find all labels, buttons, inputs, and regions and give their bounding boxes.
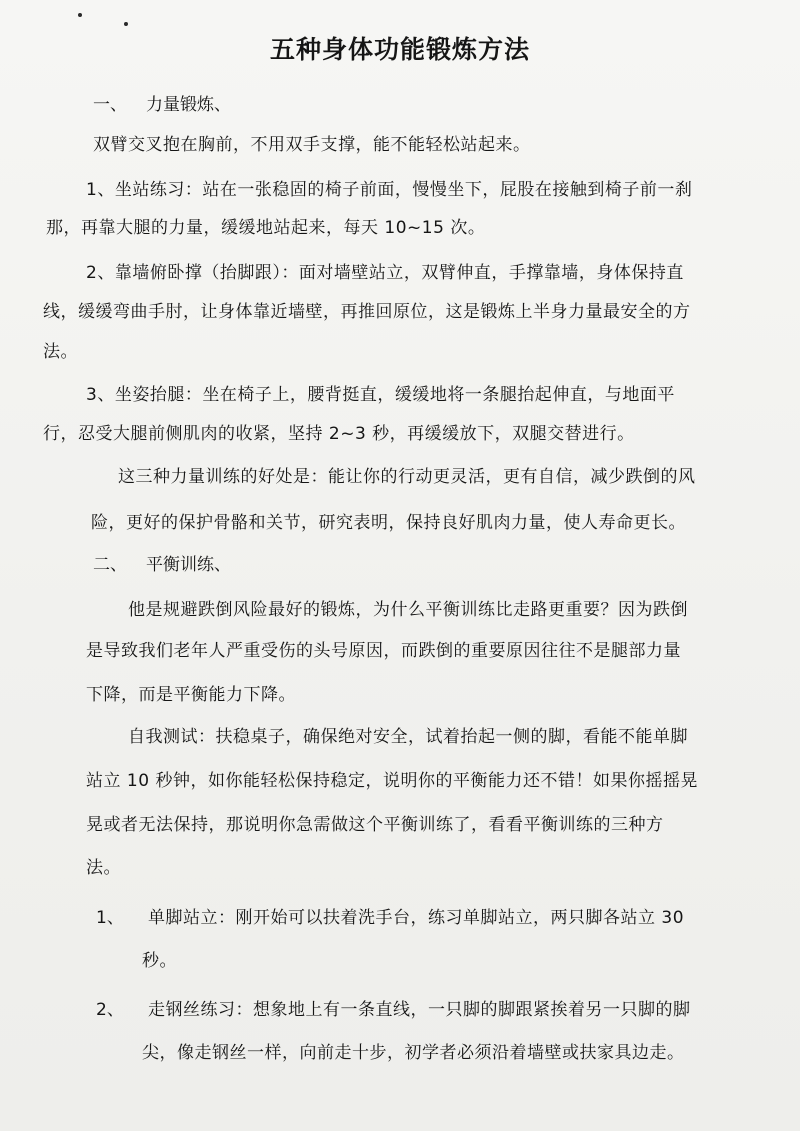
list-item-line: 走钢丝练习：想象地上有一条直线，一只脚的脚跟紧挨着另一只脚的脚	[148, 1000, 691, 1020]
paragraph-line: 下降，而是平衡能力下降。	[86, 685, 296, 705]
paragraph-line: 行，忍受大腿前侧肌肉的收紧，坚持 2~3 秒，再缓缓放下，双腿交替进行。	[43, 424, 635, 444]
section-1-number: 一、	[93, 95, 127, 115]
paragraph-line: 是导致我们老年人严重受伤的头号原因，而跌倒的重要原因往往不是腿部力量	[86, 641, 681, 661]
paragraph-line: 这三种力量训练的好处是：能让你的行动更灵活，更有自信，减少跌倒的风	[118, 467, 696, 487]
paragraph-line: 双臂交叉抱在胸前，不用双手支撑，能不能轻松站起来。	[93, 135, 531, 155]
paragraph-line: 站立 10 秒钟，如你能轻松保持稳定，说明你的平衡能力还不错！如果你摇摇晃	[86, 771, 698, 791]
section-1-title: 力量锻炼、	[146, 95, 231, 115]
paragraph-line: 法。	[43, 342, 78, 362]
ink-speck	[124, 22, 128, 26]
paragraph-line: 自我测试：扶稳桌子，确保绝对安全，试着抬起一侧的脚，看能不能单脚	[128, 727, 688, 747]
paragraph-line: 3、坐姿抬腿：坐在椅子上，腰背挺直，缓缓地将一条腿抬起伸直，与地面平	[86, 385, 675, 405]
paragraph-line: 那，再靠大腿的力量，缓缓地站起来，每天 10~15 次。	[46, 218, 486, 238]
document-title: 五种身体功能锻炼方法	[269, 35, 530, 64]
paragraph-line: 2、靠墙俯卧撑（抬脚跟）：面对墙壁站立，双臂伸直，手撑靠墙，身体保持直	[86, 263, 684, 283]
section-2-heading	[93, 550, 231, 575]
section-2-number: 二、	[93, 555, 127, 575]
paragraph-line: 险，更好的保护骨骼和关节，研究表明，保持良好肌肉力量，使人寿命更长。	[91, 513, 686, 533]
list-item-line: 尖，像走钢丝一样，向前走十步，初学者必须沿着墙壁或扶家具边走。	[142, 1043, 685, 1063]
list-item-line: 秒。	[142, 951, 177, 971]
paragraph-line: 1、坐站练习：站在一张稳固的椅子前面，慢慢坐下，屁股在接触到椅子前一刹	[86, 180, 693, 200]
paragraph-line: 法。	[86, 858, 121, 878]
ink-speck	[78, 13, 82, 17]
paragraph-line: 他是规避跌倒风险最好的锻炼，为什么平衡训练比走路更重要？因为跌倒	[128, 600, 688, 620]
list-item-number: 2、	[96, 1000, 124, 1020]
list-item-number: 1、	[96, 908, 124, 928]
paragraph-line: 晃或者无法保持，那说明你急需做这个平衡训练了，看看平衡训练的三种方	[86, 815, 664, 835]
section-2-title: 平衡训练、	[146, 555, 231, 575]
list-item-line: 单脚站立：刚开始可以扶着洗手台，练习单脚站立，两只脚各站立 30	[148, 908, 685, 928]
section-1-heading	[93, 90, 231, 115]
paragraph-line: 线，缓缓弯曲手肘，让身体靠近墙壁，再推回原位，这是锻炼上半身力量最安全的方	[43, 302, 691, 322]
